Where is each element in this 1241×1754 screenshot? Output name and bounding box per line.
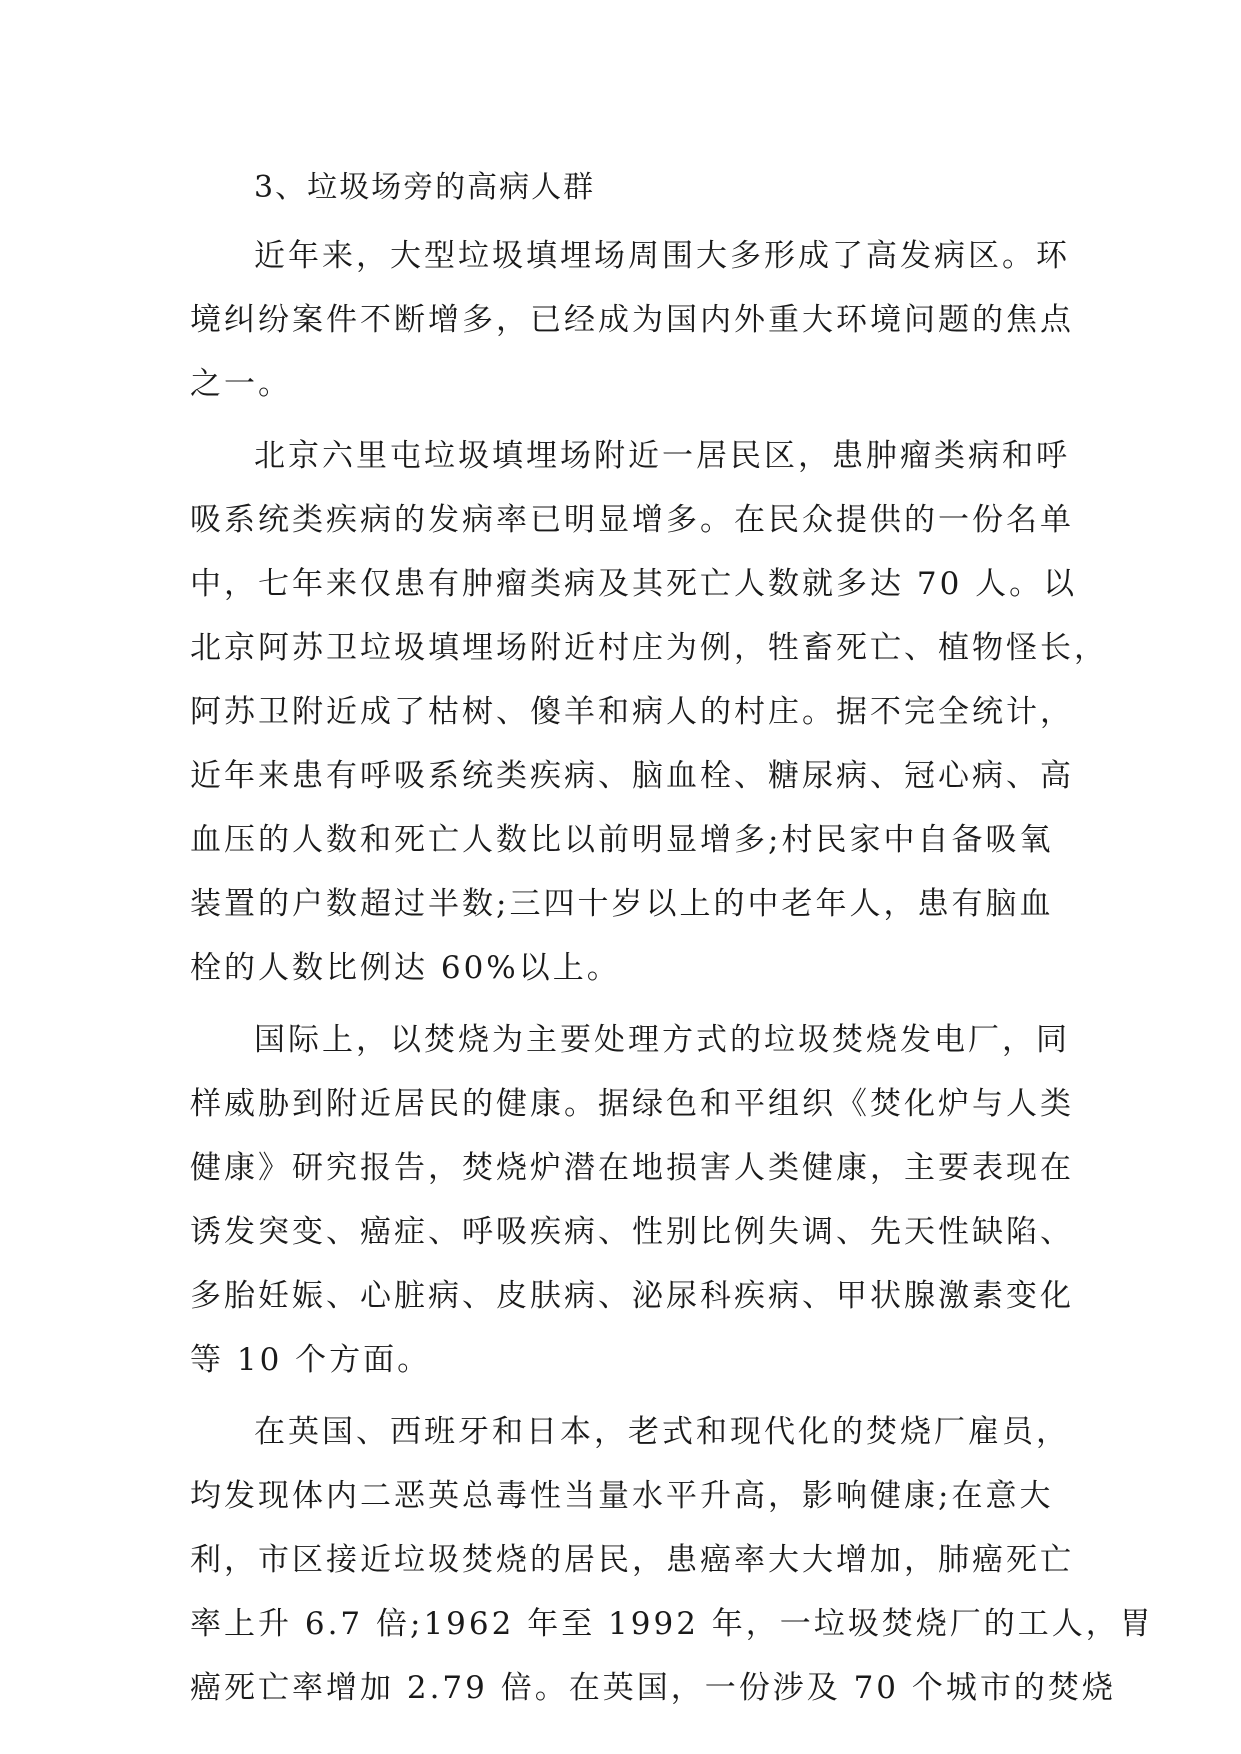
- paragraph-line: 等 10 个方面。: [190, 1342, 432, 1378]
- paragraph-line: 之一。: [190, 366, 292, 402]
- paragraph-line: 癌死亡率增加 2.79 倍。在英国，一份涉及 70 个城市的焚烧: [190, 1670, 1116, 1706]
- paragraph-2: [190, 424, 1108, 1000]
- paragraph-line: 利，市区接近垃圾焚烧的居民，患癌率大大增加，肺癌死亡: [190, 1542, 1074, 1578]
- paragraph-line: 中，七年来仅患有肿瘤类病及其死亡人数就多达 70 人。以: [190, 566, 1078, 602]
- paragraph-1: [190, 224, 1074, 416]
- section-heading: 3、垃圾场旁的高病人群: [254, 170, 596, 205]
- paragraph-4: [190, 1400, 1154, 1720]
- paragraph-line: 多胎妊娠、心脏病、皮肤病、泌尿科疾病、甲状腺激素变化: [190, 1278, 1074, 1314]
- paragraph-line: 率上升 6.7 倍;1962 年至 1992 年，一垃圾焚烧厂的工人，胃: [190, 1606, 1154, 1642]
- paragraph-gap: [190, 416, 1060, 424]
- paragraph-line: 境纠纷案件不断增多，已经成为国内外重大环境问题的焦点: [190, 302, 1074, 338]
- paragraph-line: 在英国、西班牙和日本，老式和现代化的焚烧厂雇员，: [254, 1414, 1070, 1450]
- document-page: [190, 160, 1154, 1720]
- paragraph-line: 吸系统类疾病的发病率已明显增多。在民众提供的一份名单: [190, 502, 1074, 538]
- paragraph-line: 国际上，以焚烧为主要处理方式的垃圾焚烧发电厂，同: [254, 1022, 1070, 1058]
- paragraph-line: 北京六里屯垃圾填埋场附近一居民区，患肿瘤类病和呼: [254, 438, 1070, 474]
- paragraph-line: 样威胁到附近居民的健康。据绿色和平组织《焚化炉与人类: [190, 1086, 1074, 1122]
- paragraph-line: 装置的户数超过半数;三四十岁以上的中老年人，患有脑血: [190, 886, 1054, 922]
- paragraph-line: 北京阿苏卫垃圾填埋场附近村庄为例，牲畜死亡、植物怪长，: [190, 630, 1108, 666]
- paragraph-gap: [190, 1392, 1060, 1400]
- paragraph-line: 近年来患有呼吸系统类疾病、脑血栓、糖尿病、冠心病、高: [190, 758, 1074, 794]
- paragraph-line: 近年来，大型垃圾填埋场周围大多形成了高发病区。环: [254, 238, 1070, 274]
- paragraph-line: 栓的人数比例达 60%以上。: [190, 950, 621, 986]
- paragraph-line: 健康》研究报告，焚烧炉潜在地损害人类健康，主要表现在: [190, 1150, 1074, 1186]
- paragraph-line: 诱发突变、癌症、呼吸疾病、性别比例失调、先天性缺陷、: [190, 1214, 1074, 1250]
- paragraph-line: 血压的人数和死亡人数比以前明显增多;村民家中自备吸氧: [190, 822, 1054, 858]
- paragraph-3: [190, 1008, 1074, 1392]
- paragraph-line: 阿苏卫附近成了枯树、傻羊和病人的村庄。据不完全统计，: [190, 694, 1074, 730]
- paragraph-line: 均发现体内二恶英总毒性当量水平升高，影响健康;在意大: [190, 1478, 1054, 1514]
- paragraph-gap: [190, 1000, 1060, 1008]
